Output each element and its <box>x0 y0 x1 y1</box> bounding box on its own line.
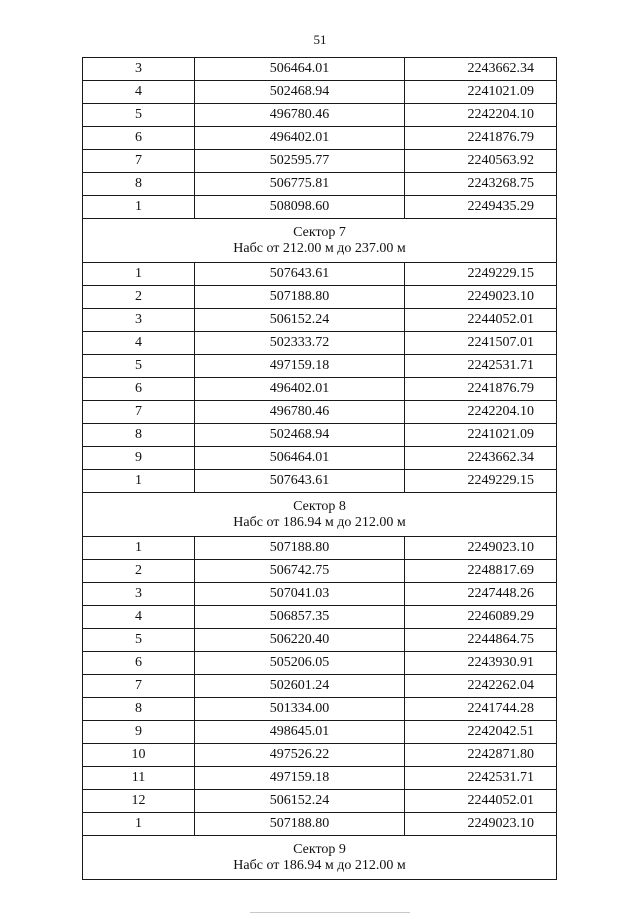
table-row <box>83 196 557 219</box>
sector-height-range: Набс от 186.94 м до 212.00 м <box>233 515 406 530</box>
point-number-cell: 2 <box>83 560 195 583</box>
point-number-cell: 6 <box>83 127 195 150</box>
sector-header <box>83 219 557 263</box>
y-coordinate-cell: 2241744.28 <box>405 698 557 721</box>
table-row <box>83 698 557 721</box>
y-coordinate-cell: 2242871.80 <box>405 744 557 767</box>
point-number-cell: 4 <box>83 606 195 629</box>
table-row <box>83 173 557 196</box>
table-row <box>83 309 557 332</box>
point-number-cell: 3 <box>83 309 195 332</box>
table-row <box>83 606 557 629</box>
y-coordinate-cell: 2241876.79 <box>405 378 557 401</box>
y-coordinate-cell: 2248817.69 <box>405 560 557 583</box>
x-coordinate-cell: 497526.22 <box>195 744 405 767</box>
y-coordinate-cell: 2247448.26 <box>405 583 557 606</box>
y-coordinate-cell: 2242531.71 <box>405 767 557 790</box>
x-coordinate-cell: 502468.94 <box>195 81 405 104</box>
x-coordinate-cell: 502333.72 <box>195 332 405 355</box>
table-row <box>83 150 557 173</box>
x-coordinate-cell: 497159.18 <box>195 355 405 378</box>
table-row <box>83 355 557 378</box>
table-row <box>83 58 557 81</box>
y-coordinate-cell: 2244052.01 <box>405 790 557 813</box>
sector-title: Сектор 9 <box>293 842 346 857</box>
sector-header <box>83 493 557 537</box>
x-coordinate-cell: 507188.80 <box>195 813 405 836</box>
table-row <box>83 767 557 790</box>
table-row <box>83 104 557 127</box>
y-coordinate-cell: 2243268.75 <box>405 173 557 196</box>
table-row <box>83 721 557 744</box>
page-number: 51 <box>313 32 327 47</box>
x-coordinate-cell: 506152.24 <box>195 309 405 332</box>
x-coordinate-cell: 506464.01 <box>195 447 405 470</box>
y-coordinate-cell: 2249229.15 <box>405 263 557 286</box>
x-coordinate-cell: 496780.46 <box>195 401 405 424</box>
table-row <box>83 470 557 493</box>
sector-header-row <box>83 493 557 537</box>
point-number-cell: 7 <box>83 150 195 173</box>
x-coordinate-cell: 501334.00 <box>195 698 405 721</box>
point-number-cell: 5 <box>83 104 195 127</box>
point-number-cell: 1 <box>83 537 195 560</box>
x-coordinate-cell: 507188.80 <box>195 286 405 309</box>
y-coordinate-cell: 2249023.10 <box>405 813 557 836</box>
y-coordinate-cell: 2240563.92 <box>405 150 557 173</box>
x-coordinate-cell: 506464.01 <box>195 58 405 81</box>
table-row <box>83 378 557 401</box>
y-coordinate-cell: 2242204.10 <box>405 401 557 424</box>
point-number-cell: 10 <box>83 744 195 767</box>
x-coordinate-cell: 505206.05 <box>195 652 405 675</box>
y-coordinate-cell: 2249023.10 <box>405 537 557 560</box>
x-coordinate-cell: 496402.01 <box>195 127 405 150</box>
scan-artifact-line <box>250 912 410 913</box>
y-coordinate-cell: 2242042.51 <box>405 721 557 744</box>
point-number-cell: 7 <box>83 401 195 424</box>
point-number-cell: 1 <box>83 263 195 286</box>
table-row <box>83 560 557 583</box>
x-coordinate-cell: 498645.01 <box>195 721 405 744</box>
coordinates-table <box>82 57 557 880</box>
table-row <box>83 424 557 447</box>
x-coordinate-cell: 507188.80 <box>195 537 405 560</box>
point-number-cell: 11 <box>83 767 195 790</box>
point-number-cell: 7 <box>83 675 195 698</box>
x-coordinate-cell: 496780.46 <box>195 104 405 127</box>
y-coordinate-cell: 2242531.71 <box>405 355 557 378</box>
x-coordinate-cell: 507041.03 <box>195 583 405 606</box>
sector-header-row <box>83 219 557 263</box>
sector-header <box>83 836 557 880</box>
table-row <box>83 629 557 652</box>
x-coordinate-cell: 497159.18 <box>195 767 405 790</box>
x-coordinate-cell: 502468.94 <box>195 424 405 447</box>
y-coordinate-cell: 2243662.34 <box>405 58 557 81</box>
point-number-cell: 8 <box>83 173 195 196</box>
sector-height-range: Набс от 186.94 м до 212.00 м <box>233 858 406 873</box>
table-row <box>83 263 557 286</box>
x-coordinate-cell: 506152.24 <box>195 790 405 813</box>
point-number-cell: 1 <box>83 470 195 493</box>
y-coordinate-cell: 2243662.34 <box>405 447 557 470</box>
y-coordinate-cell: 2241021.09 <box>405 424 557 447</box>
table-row <box>83 81 557 104</box>
y-coordinate-cell: 2243930.91 <box>405 652 557 675</box>
y-coordinate-cell: 2241876.79 <box>405 127 557 150</box>
x-coordinate-cell: 502595.77 <box>195 150 405 173</box>
point-number-cell: 8 <box>83 698 195 721</box>
y-coordinate-cell: 2249435.29 <box>405 196 557 219</box>
point-number-cell: 9 <box>83 447 195 470</box>
table-row <box>83 583 557 606</box>
x-coordinate-cell: 502601.24 <box>195 675 405 698</box>
table-row <box>83 332 557 355</box>
table-row <box>83 675 557 698</box>
point-number-cell: 4 <box>83 81 195 104</box>
point-number-cell: 6 <box>83 378 195 401</box>
point-number-cell: 1 <box>83 813 195 836</box>
y-coordinate-cell: 2244864.75 <box>405 629 557 652</box>
y-coordinate-cell: 2242262.04 <box>405 675 557 698</box>
point-number-cell: 5 <box>83 355 195 378</box>
table-row <box>83 813 557 836</box>
table-row <box>83 447 557 470</box>
point-number-cell: 3 <box>83 583 195 606</box>
point-number-cell: 4 <box>83 332 195 355</box>
point-number-cell: 9 <box>83 721 195 744</box>
sector-title: Сектор 7 <box>293 225 346 240</box>
y-coordinate-cell: 2246089.29 <box>405 606 557 629</box>
x-coordinate-cell: 506775.81 <box>195 173 405 196</box>
table-row <box>83 537 557 560</box>
point-number-cell: 3 <box>83 58 195 81</box>
x-coordinate-cell: 506742.75 <box>195 560 405 583</box>
sector-title: Сектор 8 <box>293 499 346 514</box>
point-number-cell: 2 <box>83 286 195 309</box>
table-row <box>83 744 557 767</box>
table-row <box>83 790 557 813</box>
x-coordinate-cell: 506220.40 <box>195 629 405 652</box>
y-coordinate-cell: 2249229.15 <box>405 470 557 493</box>
x-coordinate-cell: 507643.61 <box>195 263 405 286</box>
sector-height-range: Набс от 212.00 м до 237.00 м <box>233 241 406 256</box>
y-coordinate-cell: 2249023.10 <box>405 286 557 309</box>
point-number-cell: 6 <box>83 652 195 675</box>
x-coordinate-cell: 506857.35 <box>195 606 405 629</box>
y-coordinate-cell: 2241507.01 <box>405 332 557 355</box>
y-coordinate-cell: 2244052.01 <box>405 309 557 332</box>
table-row <box>83 286 557 309</box>
x-coordinate-cell: 507643.61 <box>195 470 405 493</box>
point-number-cell: 8 <box>83 424 195 447</box>
x-coordinate-cell: 496402.01 <box>195 378 405 401</box>
x-coordinate-cell: 508098.60 <box>195 196 405 219</box>
y-coordinate-cell: 2241021.09 <box>405 81 557 104</box>
coordinates-table-body <box>83 58 557 880</box>
table-row <box>83 652 557 675</box>
y-coordinate-cell: 2242204.10 <box>405 104 557 127</box>
point-number-cell: 5 <box>83 629 195 652</box>
point-number-cell: 1 <box>83 196 195 219</box>
table-row <box>83 401 557 424</box>
table-row <box>83 127 557 150</box>
sector-header-row <box>83 836 557 880</box>
point-number-cell: 12 <box>83 790 195 813</box>
